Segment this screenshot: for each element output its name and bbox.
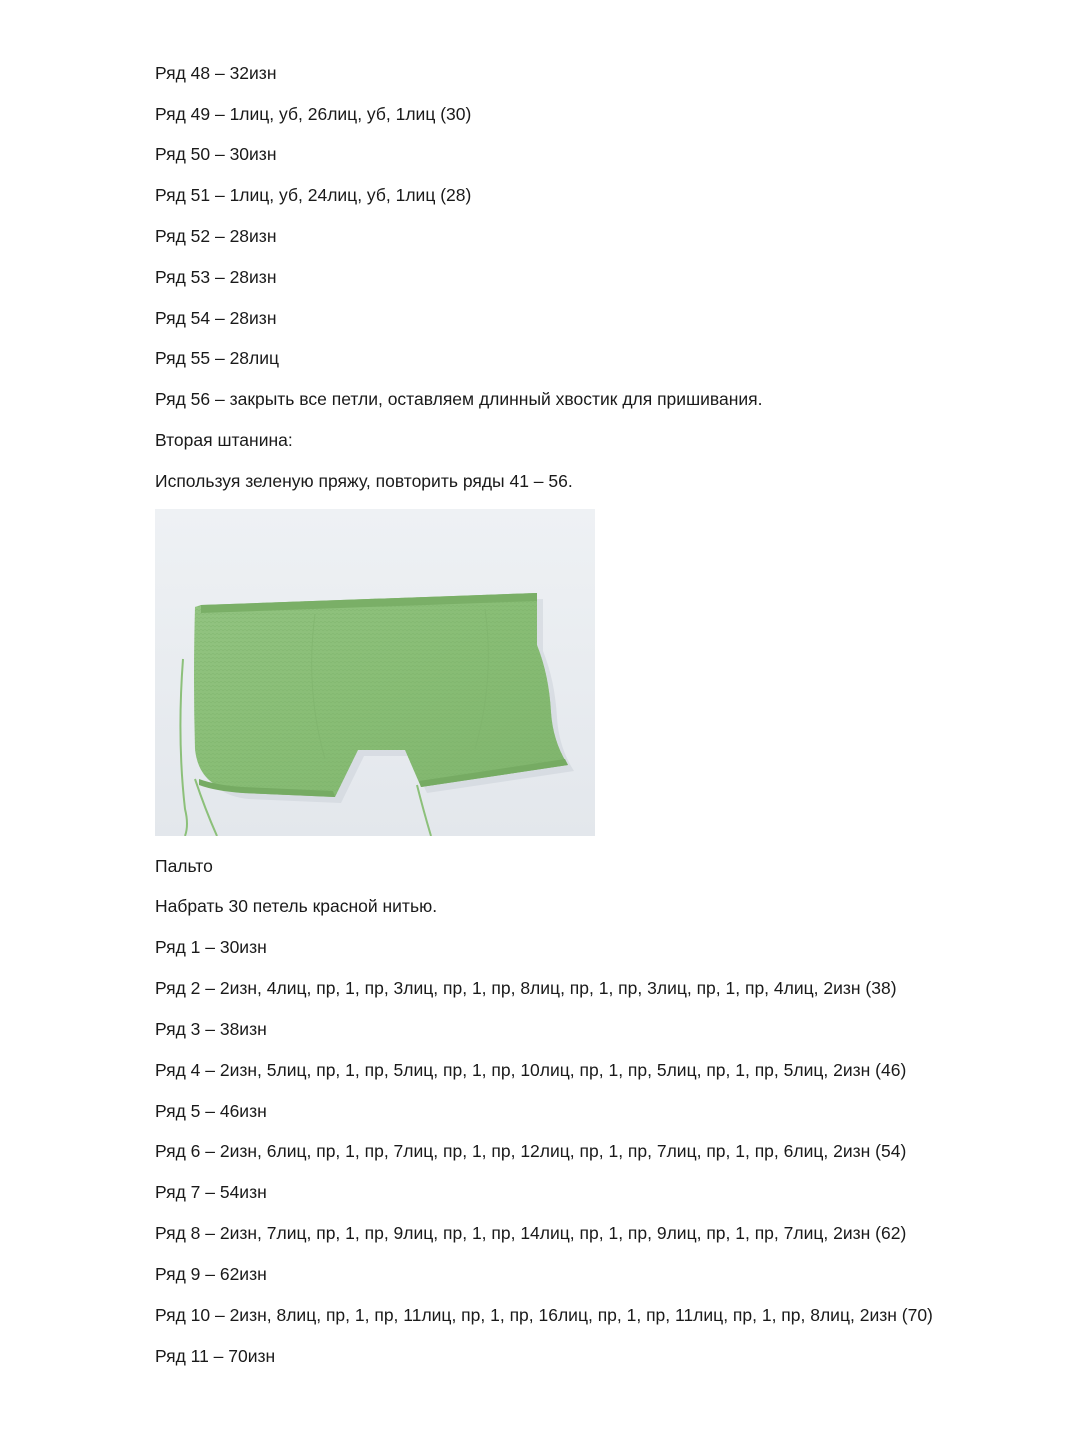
- text-line: Набрать 30 петель красной нитью.: [155, 896, 438, 916]
- text-line: Ряд 11 – 70изн: [155, 1346, 276, 1366]
- text-line: Используя зеленую пряжу, повторить ряды 41 – 56.: [155, 471, 573, 491]
- text-line: Ряд 2 – 2изн, 4лиц, пр, 1, пр, 3лиц, пр, 1, пр, 8лиц, пр, 1, пр, 3лиц, пр, 1, пр, 4лиц, 2изн (38): [155, 978, 897, 998]
- text-line: Ряд 49 – 1лиц, уб, 26лиц, уб, 1лиц (30): [155, 104, 472, 124]
- text-line: Ряд 7 – 54изн: [155, 1182, 267, 1202]
- green-knitted-shorts-photo: [155, 509, 595, 836]
- text-line: Ряд 48 – 32изн: [155, 63, 277, 83]
- text-line: Ряд 9 – 62изн: [155, 1264, 267, 1284]
- text-line: Ряд 6 – 2изн, 6лиц, пр, 1, пр, 7лиц, пр, 1, пр, 12лиц, пр, 1, пр, 7лиц, пр, 1, пр, 6лиц, 2изн (54): [155, 1141, 907, 1161]
- section-heading: Пальто: [155, 856, 213, 876]
- text-line: Ряд 5 – 46изн: [155, 1101, 267, 1121]
- text-line: Ряд 52 – 28изн: [155, 226, 277, 246]
- text-line: Ряд 56 – закрыть все петли, оставляем длинный хвостик для пришивания.: [155, 389, 763, 409]
- text-line: Ряд 55 – 28лиц: [155, 348, 280, 368]
- text-line: Ряд 1 – 30изн: [155, 937, 267, 957]
- text-line: Ряд 10 – 2изн, 8лиц, пр, 1, пр, 11лиц, пр, 1, пр, 16лиц, пр, 1, пр, 11лиц, пр, 1, пр, 8лиц, 2изн (70): [155, 1305, 933, 1325]
- text-line: Ряд 51 – 1лиц, уб, 24лиц, уб, 1лиц (28): [155, 185, 472, 205]
- text-line: Ряд 54 – 28изн: [155, 308, 277, 328]
- section-heading: Вторая штанина:: [155, 430, 293, 450]
- text-line: Ряд 50 – 30изн: [155, 144, 277, 164]
- text-line: Ряд 8 – 2изн, 7лиц, пр, 1, пр, 9лиц, пр, 1, пр, 14лиц, пр, 1, пр, 9лиц, пр, 1, пр, 7лиц, 2изн (62): [155, 1223, 907, 1243]
- text-line: Ряд 4 – 2изн, 5лиц, пр, 1, пр, 5лиц, пр, 1, пр, 10лиц, пр, 1, пр, 5лиц, пр, 1, пр, 5лиц, 2изн (46): [155, 1060, 907, 1080]
- text-line: Ряд 53 – 28изн: [155, 267, 277, 287]
- text-line: Ряд 3 – 38изн: [155, 1019, 267, 1039]
